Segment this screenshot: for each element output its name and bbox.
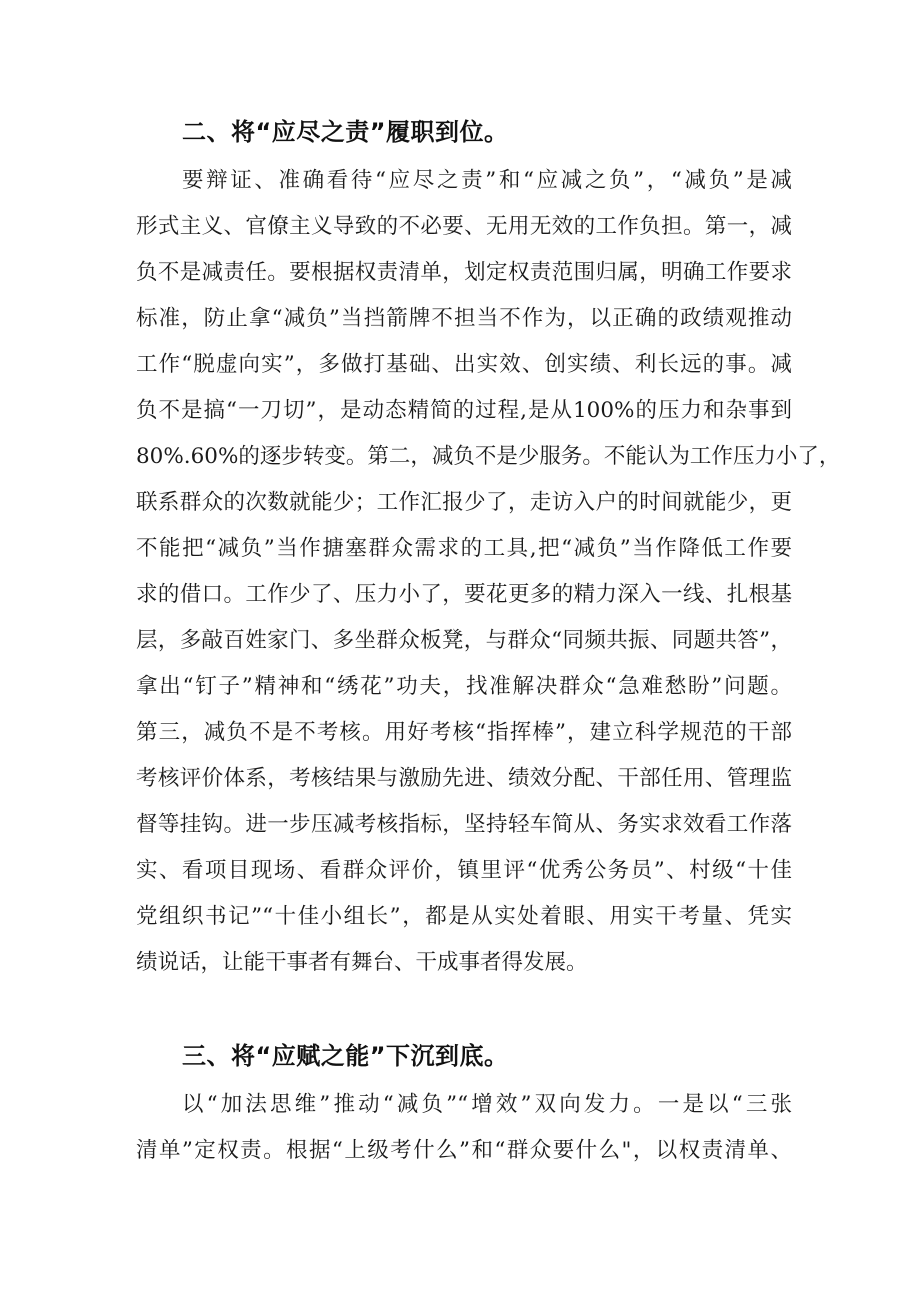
section-heading-3: 三、将“应赋之能”下沉到底。 <box>182 1042 509 1070</box>
paragraph-line: 督等挂钩。进一步压减考核指标，坚持轻车简从、务实求效看工作落 <box>136 812 792 837</box>
paragraph-line: 第三，减负不是不考核。用好考核“指挥棒”，建立科学规范的干部 <box>136 720 792 745</box>
paragraph-line: 拿出“钉子”精神和“绣花”功夫，找准解决群众“急难愁盼”问题。 <box>136 674 792 699</box>
paragraph-line: 实、看项目现场、看群众评价，镇里评“优秀公务员”、村级“十佳 <box>136 858 792 883</box>
paragraph-line: 标准，防止拿“减负”当挡箭牌不担当不作为，以正确的政绩观推动 <box>136 306 792 331</box>
paragraph-line: 形式主义、官僚主义导致的不必要、无用无效的工作负担。第一，减 <box>136 214 792 239</box>
paragraph-line: 层，多敲百姓家门、多坐群众板凳，与群众“同频共振、同题共答”， <box>136 628 792 653</box>
paragraph-line: 负不是减责任。要根据权责清单，划定权责范围归属，明确工作要求 <box>136 260 792 285</box>
paragraph-line: 绩说话，让能干事者有舞台、干成事者得发展。 <box>136 950 588 975</box>
paragraph-line: 80%.60%的逐步转变。第二，减负不是少服务。不能认为工作压力小了， <box>136 444 841 469</box>
paragraph-line: 清单”定权责。根据“上级考什么”和“群众要什么"，以权责清单、 <box>136 1138 792 1163</box>
section-heading-2: 二、将“应尽之责”履职到位。 <box>182 118 509 146</box>
paragraph-line: 考核评价体系，考核结果与激励先进、绩效分配、干部任用、管理监 <box>136 766 792 791</box>
paragraph-line: 党组织书记”“十佳小组长”，都是从实处着眼、用实干考量、凭实 <box>136 904 792 929</box>
paragraph-line: 求的借口。工作少了、压力小了，要花更多的精力深入一线、扎根基 <box>136 582 792 607</box>
paragraph-line: 工作“脱虚向实”，多做打基础、出实效、创实绩、利长远的事。减 <box>136 352 792 377</box>
paragraph-line: 联系群众的次数就能少；工作汇报少了，走访入户的时间就能少，更 <box>136 490 792 515</box>
paragraph-line: 负不是搞“一刀切”，是动态精简的过程,是从100%的压力和杂事到 <box>136 398 792 423</box>
paragraph-line: 不能把“减负”当作搪塞群众需求的工具,把“减负”当作降低工作要 <box>136 536 792 561</box>
paragraph-line: 以“加法思维”推动“减负”“增效”双向发力。一是以“三张 <box>182 1092 792 1117</box>
paragraph-line: 要辩证、准确看待“应尽之责”和“应减之负”，“减负”是减 <box>182 168 792 193</box>
